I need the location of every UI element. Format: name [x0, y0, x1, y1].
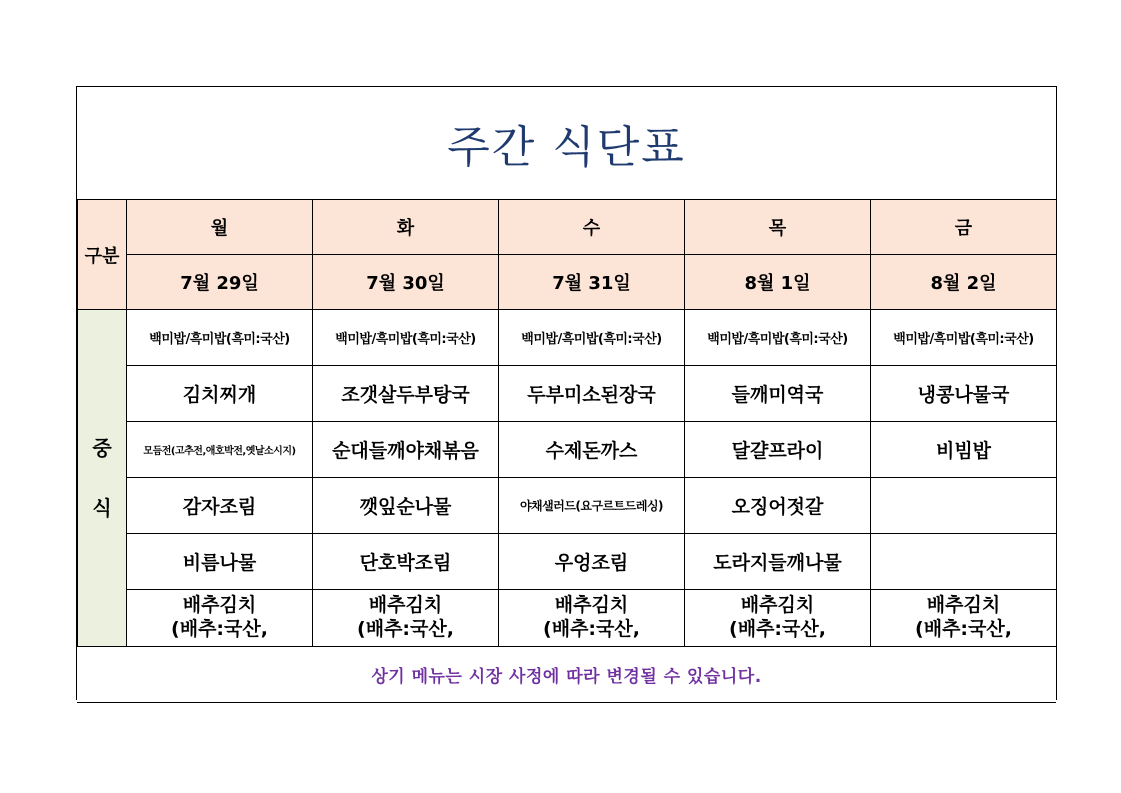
kimchi-origin: (배추:국산,	[171, 618, 268, 640]
menu-row-soup	[78, 366, 1057, 422]
meal-label	[78, 310, 127, 647]
menu-cell	[871, 478, 1057, 534]
day-wed: 수	[499, 200, 685, 255]
menu-cell: 백미밥/흑미밥(흑미:국산)	[685, 310, 871, 366]
menu-cell: 감자조림	[127, 478, 313, 534]
menu-cell: 우엉조림	[499, 534, 685, 590]
kimchi-name: 배추김치	[740, 594, 815, 616]
menu-cell: 단호박조림	[313, 534, 499, 590]
meal-label-char-1: 중	[92, 436, 112, 460]
menu-cell: 수제돈까스	[499, 422, 685, 478]
meal-label-char-2: 식	[92, 496, 112, 520]
kimchi-origin: (배추:국산,	[915, 618, 1012, 640]
menu-cell: 조갯살두부탕국	[313, 366, 499, 422]
menu-cell: 순대들깨야채볶음	[313, 422, 499, 478]
menu-cell: 오징어젓갈	[685, 478, 871, 534]
menu-sheet	[76, 86, 1057, 700]
menu-row-rice	[78, 310, 1057, 366]
menu-cell: 백미밥/흑미밥(흑미:국산)	[313, 310, 499, 366]
footer-notice: 상기 메뉴는 시장 사정에 따라 변경될 수 있습니다.	[371, 667, 762, 687]
menu-cell: 두부미소된장국	[499, 366, 685, 422]
footer-notice-box	[77, 646, 1056, 703]
date-mon: 7월 29일	[127, 255, 313, 310]
day-fri: 금	[871, 200, 1057, 255]
menu-row-kimchi	[78, 590, 1057, 647]
menu-cell: 백미밥/흑미밥(흑미:국산)	[871, 310, 1057, 366]
kimchi-cell	[499, 590, 685, 647]
kimchi-cell	[685, 590, 871, 647]
day-tue: 화	[313, 200, 499, 255]
kimchi-cell	[127, 590, 313, 647]
menu-cell	[871, 534, 1057, 590]
menu-cell: 깻잎순나물	[313, 478, 499, 534]
menu-cell: 달걀프라이	[685, 422, 871, 478]
kimchi-name: 배추김치	[368, 594, 443, 616]
page-title: 주간 식단표	[447, 122, 686, 173]
category-label: 구분	[78, 200, 127, 310]
date-wed: 7월 31일	[499, 255, 685, 310]
menu-cell: 도라지들깨나물	[685, 534, 871, 590]
menu-cell: 백미밥/흑미밥(흑미:국산)	[127, 310, 313, 366]
date-tue: 7월 30일	[313, 255, 499, 310]
kimchi-cell	[871, 590, 1057, 647]
day-thu: 목	[685, 200, 871, 255]
menu-row-side2	[78, 534, 1057, 590]
menu-cell: 비름나물	[127, 534, 313, 590]
date-header-row	[78, 255, 1057, 310]
menu-row-side1	[78, 478, 1057, 534]
menu-cell: 비빔밥	[871, 422, 1057, 478]
kimchi-origin: (배추:국산,	[729, 618, 826, 640]
menu-cell: 김치찌개	[127, 366, 313, 422]
menu-cell: 백미밥/흑미밥(흑미:국산)	[499, 310, 685, 366]
date-thu: 8월 1일	[685, 255, 871, 310]
title-box	[77, 87, 1056, 201]
menu-cell: 들깨미역국	[685, 366, 871, 422]
kimchi-origin: (배추:국산,	[543, 618, 640, 640]
day-mon: 월	[127, 200, 313, 255]
menu-row-main	[78, 422, 1057, 478]
menu-cell: 모듬전(고추전,애호박전,옛날소시지)	[127, 422, 313, 478]
kimchi-name: 배추김치	[554, 594, 629, 616]
day-header-row	[78, 200, 1057, 255]
kimchi-name: 배추김치	[926, 594, 1001, 616]
kimchi-cell	[313, 590, 499, 647]
kimchi-origin: (배추:국산,	[357, 618, 454, 640]
menu-table	[77, 199, 1057, 647]
date-fri: 8월 2일	[871, 255, 1057, 310]
menu-cell: 야채샐러드(요구르트드레싱)	[499, 478, 685, 534]
menu-cell: 냉콩나물국	[871, 366, 1057, 422]
kimchi-name: 배추김치	[182, 594, 257, 616]
